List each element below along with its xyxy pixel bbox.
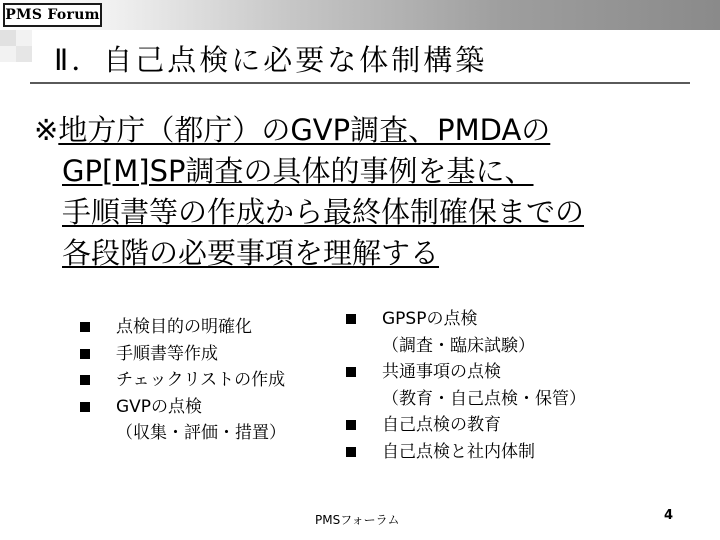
footer-text: PMSフォーラム [315,513,400,527]
lead-line-2 [34,151,704,192]
list-item-text: 共通事項の点検 [382,362,501,382]
list-item-text: 自己点検と社内体制 [382,441,535,462]
list-item [346,306,626,359]
lead-statement [34,110,704,274]
square-bullet-icon [346,314,356,324]
lead-text-2: GP[M]SP調査の具体的事例を基に、 [62,154,534,188]
left-bullet-list [80,314,340,447]
square-bullet-icon [346,420,356,430]
slide-title: Ⅱ．自己点検に必要な体制構築 [54,43,488,77]
logo-text: PMS Forum [5,7,100,23]
lead-text-3: 手順書等の作成から最終体制確保までの [62,195,585,229]
list-item-text: GVPの点検 [116,396,203,417]
lead-line-4 [34,233,704,274]
list-item [346,439,626,466]
list-item-text: GPSPの点検 [382,309,478,329]
lead-line-3 [34,192,704,233]
right-bullet-list [346,306,626,465]
square-bullet-icon [80,322,90,332]
square-bullet-icon [346,367,356,377]
list-item-subtext: （調査・臨床試験） [382,335,535,356]
lead-text-4: 各段階の必要事項を理解する [62,236,440,270]
list-item-subtext: （教育・自己点検・保管） [382,388,586,409]
lead-prefix: ※ [34,113,59,147]
list-item [80,394,340,447]
logo [3,3,102,27]
lead-text-1: 地方庁（都庁）のGVP調査、PMDAの [58,113,551,147]
list-item-text: 点検目的の明確化 [116,317,252,337]
square-bullet-icon [80,402,90,412]
list-item [80,341,340,368]
list-item [346,412,626,439]
list-item-subtext: （収集・評価・措置） [116,423,286,443]
page-number: 4 [664,508,674,523]
list-item-text: 手順書等作成 [116,343,218,364]
list-item [80,367,340,394]
header-band [0,0,720,30]
list-item-text: チェックリストの作成 [116,370,286,390]
square-bullet-icon [346,447,356,457]
square-bullet-icon [80,375,90,385]
square-bullet-icon [80,349,90,359]
lead-line-1 [34,110,704,151]
list-item [346,359,626,412]
title-divider [30,82,690,84]
list-item [80,314,340,341]
list-item-text: 自己点検の教育 [382,415,501,435]
